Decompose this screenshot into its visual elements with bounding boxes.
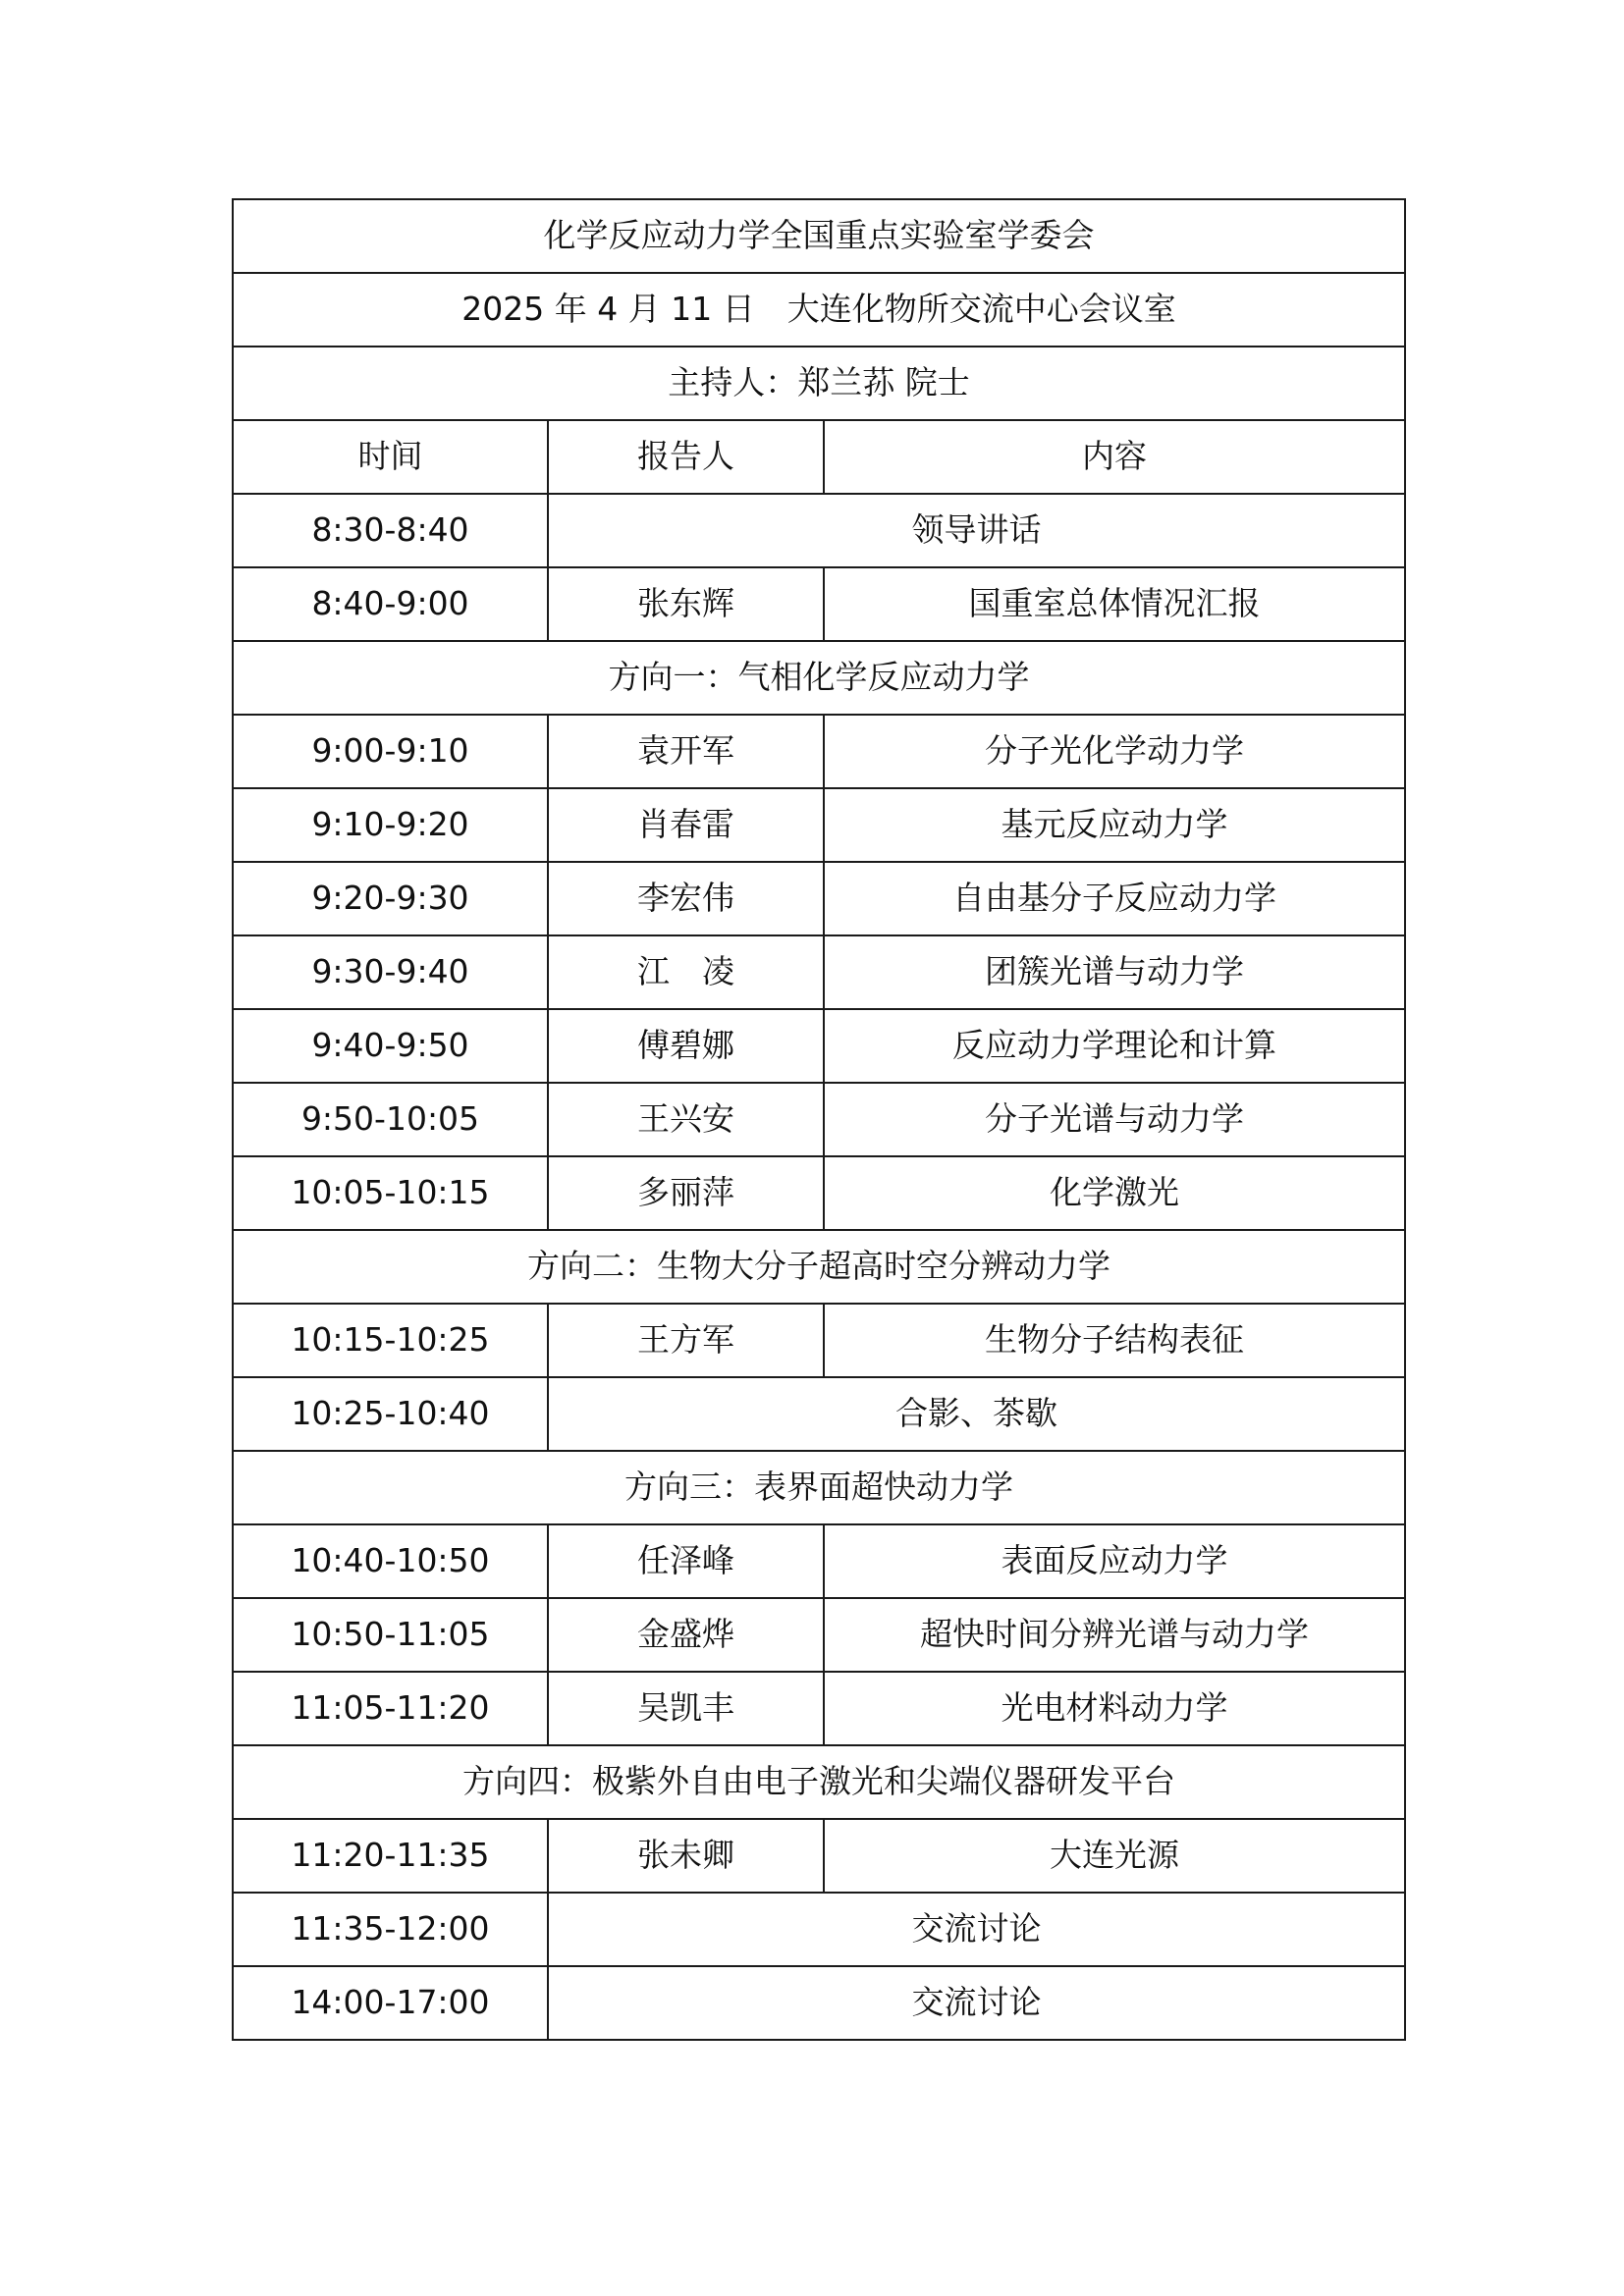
merged-content-cell: 交流讨论 bbox=[548, 1893, 1405, 1966]
column-header-time: 时间 bbox=[233, 420, 548, 494]
content-cell: 分子光谱与动力学 bbox=[824, 1083, 1405, 1156]
column-header-row bbox=[233, 420, 1405, 494]
content-cell: 表面反应动力学 bbox=[824, 1524, 1405, 1598]
time-cell: 11:20-11:35 bbox=[233, 1819, 548, 1893]
content-cell: 光电材料动力学 bbox=[824, 1672, 1405, 1745]
content-cell: 大连光源 bbox=[824, 1819, 1405, 1893]
content-cell: 超快时间分辨光谱与动力学 bbox=[824, 1598, 1405, 1672]
table-row bbox=[233, 1672, 1405, 1745]
table-row bbox=[233, 935, 1405, 1009]
content-cell: 基元反应动力学 bbox=[824, 788, 1405, 862]
content-cell: 反应动力学理论和计算 bbox=[824, 1009, 1405, 1083]
agenda-table bbox=[232, 198, 1406, 2041]
title-row bbox=[233, 199, 1405, 273]
time-cell: 10:05-10:15 bbox=[233, 1156, 548, 1230]
time-cell: 9:40-9:50 bbox=[233, 1009, 548, 1083]
time-cell: 11:05-11:20 bbox=[233, 1672, 548, 1745]
speaker-cell: 张东辉 bbox=[548, 567, 824, 641]
time-cell: 9:20-9:30 bbox=[233, 862, 548, 935]
content-cell: 国重室总体情况汇报 bbox=[824, 567, 1405, 641]
merged-content-cell: 交流讨论 bbox=[548, 1966, 1405, 2040]
time-cell: 9:30-9:40 bbox=[233, 935, 548, 1009]
merged-content-cell: 合影、茶歇 bbox=[548, 1377, 1405, 1451]
speaker-cell: 多丽萍 bbox=[548, 1156, 824, 1230]
speaker-cell: 任泽峰 bbox=[548, 1524, 824, 1598]
table-row bbox=[233, 1966, 1405, 2040]
section-heading: 方向三：表界面超快动力学 bbox=[233, 1451, 1405, 1524]
speaker-cell: 吴凯丰 bbox=[548, 1672, 824, 1745]
section-heading: 方向一：气相化学反应动力学 bbox=[233, 641, 1405, 715]
table-row bbox=[233, 1893, 1405, 1966]
section-heading: 方向二：生物大分子超高时空分辨动力学 bbox=[233, 1230, 1405, 1304]
content-cell: 分子光化学动力学 bbox=[824, 715, 1405, 788]
section-heading-row bbox=[233, 1230, 1405, 1304]
table-row bbox=[233, 1304, 1405, 1377]
table-row bbox=[233, 1377, 1405, 1451]
table-row bbox=[233, 1156, 1405, 1230]
speaker-cell: 王兴安 bbox=[548, 1083, 824, 1156]
table-row bbox=[233, 715, 1405, 788]
content-cell: 生物分子结构表征 bbox=[824, 1304, 1405, 1377]
time-cell: 8:40-9:00 bbox=[233, 567, 548, 641]
table-row bbox=[233, 1009, 1405, 1083]
document-title: 化学反应动力学全国重点实验室学委会 bbox=[233, 199, 1405, 273]
table-row bbox=[233, 1524, 1405, 1598]
time-cell: 9:50-10:05 bbox=[233, 1083, 548, 1156]
time-cell: 10:25-10:40 bbox=[233, 1377, 548, 1451]
speaker-cell: 李宏伟 bbox=[548, 862, 824, 935]
column-header-speaker: 报告人 bbox=[548, 420, 824, 494]
time-cell: 10:15-10:25 bbox=[233, 1304, 548, 1377]
content-cell: 团簇光谱与动力学 bbox=[824, 935, 1405, 1009]
host: 主持人：郑兰荪 院士 bbox=[233, 347, 1405, 420]
time-cell: 10:50-11:05 bbox=[233, 1598, 548, 1672]
time-cell: 8:30-8:40 bbox=[233, 494, 548, 567]
table-row bbox=[233, 494, 1405, 567]
table-row bbox=[233, 788, 1405, 862]
merged-content-cell: 领导讲话 bbox=[548, 494, 1405, 567]
speaker-cell: 袁开军 bbox=[548, 715, 824, 788]
section-heading-row bbox=[233, 641, 1405, 715]
speaker-cell: 傅碧娜 bbox=[548, 1009, 824, 1083]
time-cell: 9:10-9:20 bbox=[233, 788, 548, 862]
section-heading-row bbox=[233, 1745, 1405, 1819]
table-row bbox=[233, 1819, 1405, 1893]
speaker-cell: 肖春雷 bbox=[548, 788, 824, 862]
date-venue-row bbox=[233, 273, 1405, 347]
speaker-cell: 金盛烨 bbox=[548, 1598, 824, 1672]
section-heading: 方向四：极紫外自由电子激光和尖端仪器研发平台 bbox=[233, 1745, 1405, 1819]
speaker-cell: 江 凌 bbox=[548, 935, 824, 1009]
table-row bbox=[233, 1083, 1405, 1156]
table-row bbox=[233, 862, 1405, 935]
content-cell: 化学激光 bbox=[824, 1156, 1405, 1230]
speaker-cell: 张未卿 bbox=[548, 1819, 824, 1893]
table-row bbox=[233, 567, 1405, 641]
table-row bbox=[233, 1598, 1405, 1672]
time-cell: 14:00-17:00 bbox=[233, 1966, 548, 2040]
time-cell: 9:00-9:10 bbox=[233, 715, 548, 788]
content-cell: 自由基分子反应动力学 bbox=[824, 862, 1405, 935]
time-cell: 10:40-10:50 bbox=[233, 1524, 548, 1598]
date-venue: 2025 年 4 月 11 日 大连化物所交流中心会议室 bbox=[233, 273, 1405, 347]
column-header-content: 内容 bbox=[824, 420, 1405, 494]
speaker-cell: 王方军 bbox=[548, 1304, 824, 1377]
time-cell: 11:35-12:00 bbox=[233, 1893, 548, 1966]
section-heading-row bbox=[233, 1451, 1405, 1524]
host-row bbox=[233, 347, 1405, 420]
